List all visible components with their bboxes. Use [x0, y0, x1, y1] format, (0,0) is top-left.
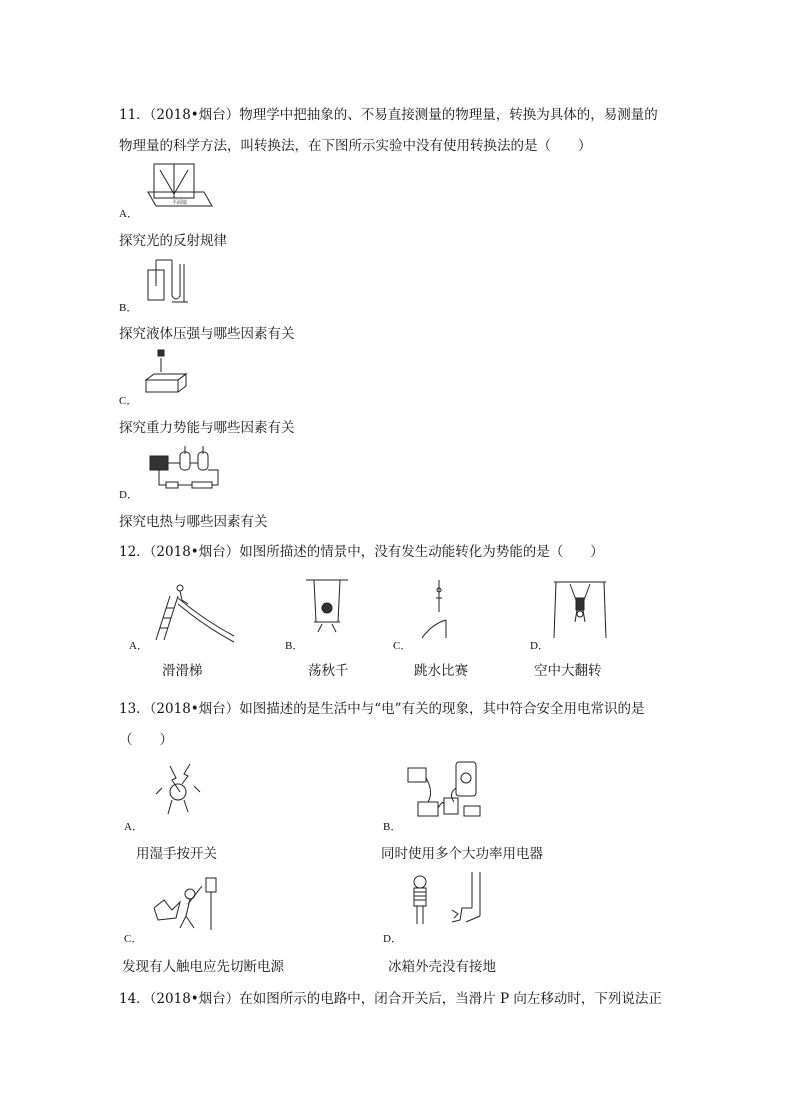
- q12b-caption: 荡秋千: [308, 663, 349, 679]
- q11a-letter[interactable]: A．: [119, 208, 138, 220]
- q13c-caption: 发现有人触电应先切断电源: [122, 959, 284, 975]
- q13b-figure: [404, 758, 488, 820]
- q11c-letter[interactable]: C．: [119, 395, 138, 407]
- q12d-figure: [550, 578, 610, 640]
- q13b-caption: 同时使用多个大功率用电器: [381, 846, 543, 862]
- q11-stem-line1: 11．（2018•烟台）物理学中把抽象的、不易直接测量的物理量，转换为具体的，易测量的: [119, 107, 658, 123]
- q13d-letter[interactable]: D．: [383, 933, 402, 945]
- q12c-figure: [418, 578, 458, 640]
- q11b-text: 探究液体压强与哪些因素有关: [119, 326, 295, 342]
- q11d-letter[interactable]: D．: [119, 489, 138, 501]
- q11d-text: 探究电热与哪些因素有关: [119, 514, 268, 530]
- q12d-caption: 空中大翻转: [534, 663, 602, 679]
- q11a-figure: [144, 160, 214, 212]
- q11b-figure: [144, 256, 194, 304]
- q11-stem-line2: 物理量的科学方法，叫转换法，在下图所示实验中没有使用转换法的是（ ）: [119, 138, 592, 154]
- q13d-caption: 冰箱外壳没有接地: [388, 959, 496, 975]
- q12a-figure: [148, 580, 238, 642]
- q13b-letter[interactable]: B．: [383, 821, 402, 833]
- q12a-caption: 滑滑梯: [162, 663, 203, 679]
- q11a-text: 探究光的反射规律: [119, 233, 227, 249]
- q11c-figure: [142, 348, 190, 396]
- q12d-letter[interactable]: D．: [530, 640, 549, 652]
- q13-stem-line2: （ ）: [119, 732, 173, 748]
- q13a-letter[interactable]: A．: [124, 821, 143, 833]
- q13-stem-line1: 13．（2018•烟台）如图描述的是生活中与“电”有关的现象，其中符合安全用电常识的是: [119, 701, 645, 717]
- q12b-figure: [302, 578, 352, 640]
- q12b-letter[interactable]: B．: [285, 640, 304, 652]
- q11d-figure: [146, 444, 222, 492]
- q13d-figure: [404, 868, 494, 934]
- q13a-figure: [150, 760, 210, 818]
- q11c-text: 探究重力势能与哪些因素有关: [119, 420, 295, 436]
- q11a-mirror-label: 平面镜: [172, 200, 188, 206]
- q11b-letter[interactable]: B．: [119, 302, 138, 314]
- q12c-letter[interactable]: C．: [393, 640, 412, 652]
- q12a-letter[interactable]: A．: [129, 640, 148, 652]
- q13c-letter[interactable]: C．: [124, 933, 143, 945]
- q13c-figure: [146, 874, 226, 934]
- q12c-caption: 跳水比赛: [414, 663, 468, 679]
- q13a-caption: 用湿手按开关: [136, 846, 217, 862]
- q14-stem: 14．（2018•烟台）在如图所示的电路中，闭合开关后，当滑片 P 向左移动时，下列说法正: [119, 991, 662, 1007]
- q12-stem: 12．（2018•烟台）如图所描述的情景中，没有发生动能转化为势能的是（ ）: [119, 544, 604, 560]
